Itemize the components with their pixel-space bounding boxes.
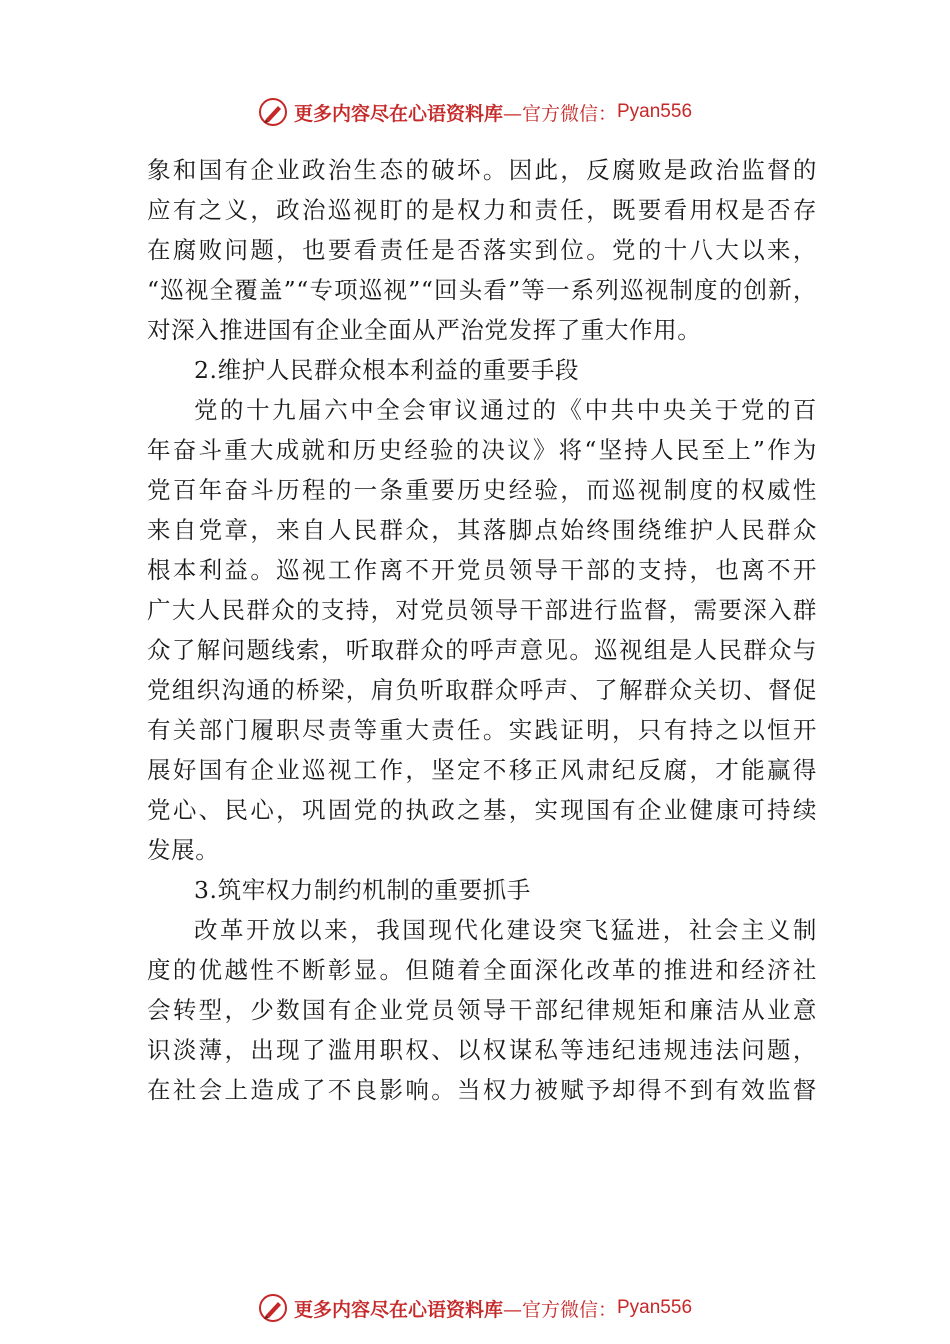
paragraph-line: 对深入推进国有企业全面从严治党发挥了重大作用。 — [147, 316, 702, 344]
header-banner-title: 更多内容尽在心语资料库 — [293, 102, 503, 125]
paragraph-line: “巡视全覆盖”“专项巡视”“回头看”等一系列巡视制度的创新， — [147, 276, 817, 304]
paragraph-line: 应有之义，政治巡视盯的是权力和责任，既要看用权是否存 — [147, 196, 817, 224]
paragraph-line: 来自党章，来自人民群众，其落脚点始终围绕维护人民群众 — [147, 516, 817, 544]
footer-banner-title: 更多内容尽在心语资料库 — [293, 1298, 503, 1321]
paragraph-line: 有关部门履职尽责等重大责任。实践证明，只有持之以恒开 — [147, 716, 817, 744]
document-body — [147, 150, 817, 1110]
header-banner-wechat-label: —官方微信： — [502, 102, 617, 125]
paragraph-line: 度的优越性不断彰显。但随着全面深化改革的推进和经济社 — [147, 956, 817, 984]
paragraph-line: 众了解问题线索，听取群众的呼声意见。巡视组是人民群众与 — [147, 636, 817, 664]
header-banner — [0, 92, 950, 132]
paragraph-line: 识淡薄，出现了滥用职权、以权谋私等违纪违规违法问题， — [147, 1036, 817, 1064]
pen-logo-icon — [258, 97, 288, 127]
paragraph-line: 展好国有企业巡视工作，坚定不移正风肃纪反腐，才能赢得 — [147, 756, 817, 784]
section-heading: 3.筑牢权力制约机制的重要抓手 — [194, 876, 531, 904]
paragraph-line: 象和国有企业政治生态的破坏。因此，反腐败是政治监督的 — [147, 156, 817, 184]
paragraph-line: 根本利益。巡视工作离不开党员领导干部的支持，也离不开 — [147, 556, 817, 584]
paragraph-line: 在社会上造成了不良影响。当权力被赋予却得不到有效监督 — [147, 1076, 817, 1104]
paragraph-line: 党的十九届六中全会审议通过的《中共中央关于党的百 — [194, 396, 817, 424]
header-banner-wechat-id: Pyan556 — [617, 101, 693, 122]
section-heading: 2.维护人民群众根本利益的重要手段 — [194, 356, 580, 384]
paragraph-line: 党百年奋斗历程的一条重要历史经验，而巡视制度的权威性 — [147, 476, 817, 504]
paragraph-line: 党组织沟通的桥梁，肩负听取群众呼声、了解群众关切、督促 — [147, 676, 817, 704]
footer-banner-wechat-id: Pyan556 — [617, 1297, 693, 1318]
footer-banner — [0, 1288, 950, 1328]
paragraph-line: 广大人民群众的支持，对党员领导干部进行监督，需要深入群 — [147, 596, 817, 624]
paragraph-line: 发展。 — [147, 836, 220, 864]
paragraph-line: 在腐败问题，也要看责任是否落实到位。党的十八大以来， — [147, 236, 817, 264]
footer-banner-wechat-label: —官方微信： — [502, 1298, 617, 1321]
paragraph-line: 年奋斗重大成就和历史经验的决议》将“坚持人民至上”作为 — [147, 436, 817, 464]
paragraph-line: 改革开放以来，我国现代化建设突飞猛进，社会主义制 — [194, 916, 817, 944]
pen-logo-icon — [258, 1293, 288, 1323]
paragraph-line: 党心、民心，巩固党的执政之基，实现国有企业健康可持续 — [147, 796, 817, 824]
paragraph-line: 会转型，少数国有企业党员领导干部纪律规矩和廉洁从业意 — [147, 996, 817, 1024]
